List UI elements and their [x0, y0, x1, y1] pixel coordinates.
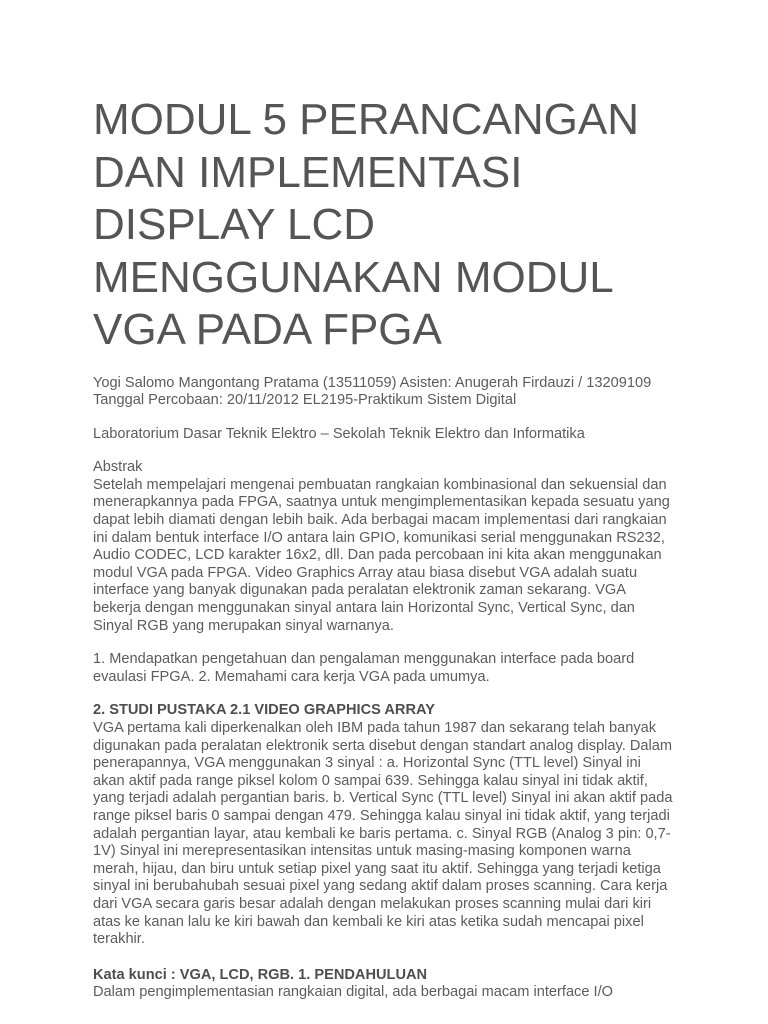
introduction-section [93, 967, 676, 1002]
document-title: MODUL 5 PERANCANGAN DAN IMPLEMENTASI DISPLAY LCD MENGGUNAKAN MODUL VGA PADA FPGA [93, 95, 640, 354]
literature-review-section [93, 702, 676, 948]
laboratory-affiliation: Laboratorium Dasar Teknik Elektro – Sekolah Teknik Elektro dan Informatika [93, 425, 585, 442]
abstract-body: Setelah mempelajari mengenai pembuatan rangkaian kombinasional dan sekuensial dan menerapkannya pada FPGA, saatnya untuk mengimplementasikan kepada sesuatu yang dapat lebih diamati dengan lebih baik. Ada berbagai macam implementasi dari rangkaian ini dalam bentuk interface I/O antara lain GPIO, komunikasi serial menggunakan RS232, Audio CODEC, LCD karakter 16x2, dll. Dan pada percobaan ini kita akan menggunakan modul VGA pada FPGA. Video Graphics Array atau biasa disebut VGA adalah suatu interface yang banyak digunakan pada peralatan elektronik zaman sekarang. VGA bekerja dengan menggunakan sinyal antara lain Horizontal Sync, Vertical Sync, dan Sinyal RGB yang merupakan sinyal warnanya. [93, 476, 670, 634]
literature-review-heading: 2. STUDI PUSTAKA 2.1 VIDEO GRAPHICS ARRAY [93, 702, 435, 719]
keywords-introduction-heading: Kata kunci : VGA, LCD, RGB. 1. PENDAHULUAN [93, 966, 428, 983]
abstract-label: Abstrak [93, 459, 143, 476]
abstract-section [93, 459, 676, 635]
literature-review-body: VGA pertama kali diperkenalkan oleh IBM pada tahun 1987 dan sekarang telah banyak digunakan pada peralatan elektronik serta disebut dengan standart analog display. Dalam penerapannya, VGA menggunakan 3 sinyal : a. Horizontal Sync (TTL level) Sinyal ini akan aktif pada range piksel kolom 0 sampai 639. Sehingga kalau sinyal ini tidak aktif, yang terjadi adalah pergantian baris. b. Vertical Sync (TTL level) Sinyal ini akan aktif pada range piksel baris 0 sampai dengan 479. Sehingga kalau sinyal ini tidak aktif, yang terjadi adalah pergantian layar, atau kembali ke baris pertama. c. Sinyal RGB (Analog 3 pin: 0,7-1V) Sinyal ini merepresentasikan intensitas untuk masing-masing komponen warna merah, hijau, dan biru untuk setiap pixel yang saat itu aktif. Sehingga yang terjadi ketiga sinyal ini berubahubah sesuai pixel yang sedang aktif dalam proses scanning. Cara kerja dari VGA secara garis besar adalah dengan melakukan proses scanning mulai dari kiri atas ke kanan lalu ke kiri bawah dan kembali ke kiri atas ketika sudah mencapai pixel terakhir. [93, 720, 673, 948]
objectives-paragraph: 1. Mendapatkan pengetahuan dan pengalaman menggunakan interface pada board evaulasi FPGA. 2. Memahami cara kerja VGA pada umumya. [93, 651, 635, 685]
introduction-body: Dalam pengimplementasian rangkaian digital, ada berbagai macam interface I/O [93, 984, 613, 1001]
author-info: Yogi Salomo Mangontang Pratama (13511059) Asisten: Anugerah Firdauzi / 13209109 Tanggal Percobaan: 20/11/2012 EL2195-Praktikum Sistem Digital [93, 374, 652, 409]
